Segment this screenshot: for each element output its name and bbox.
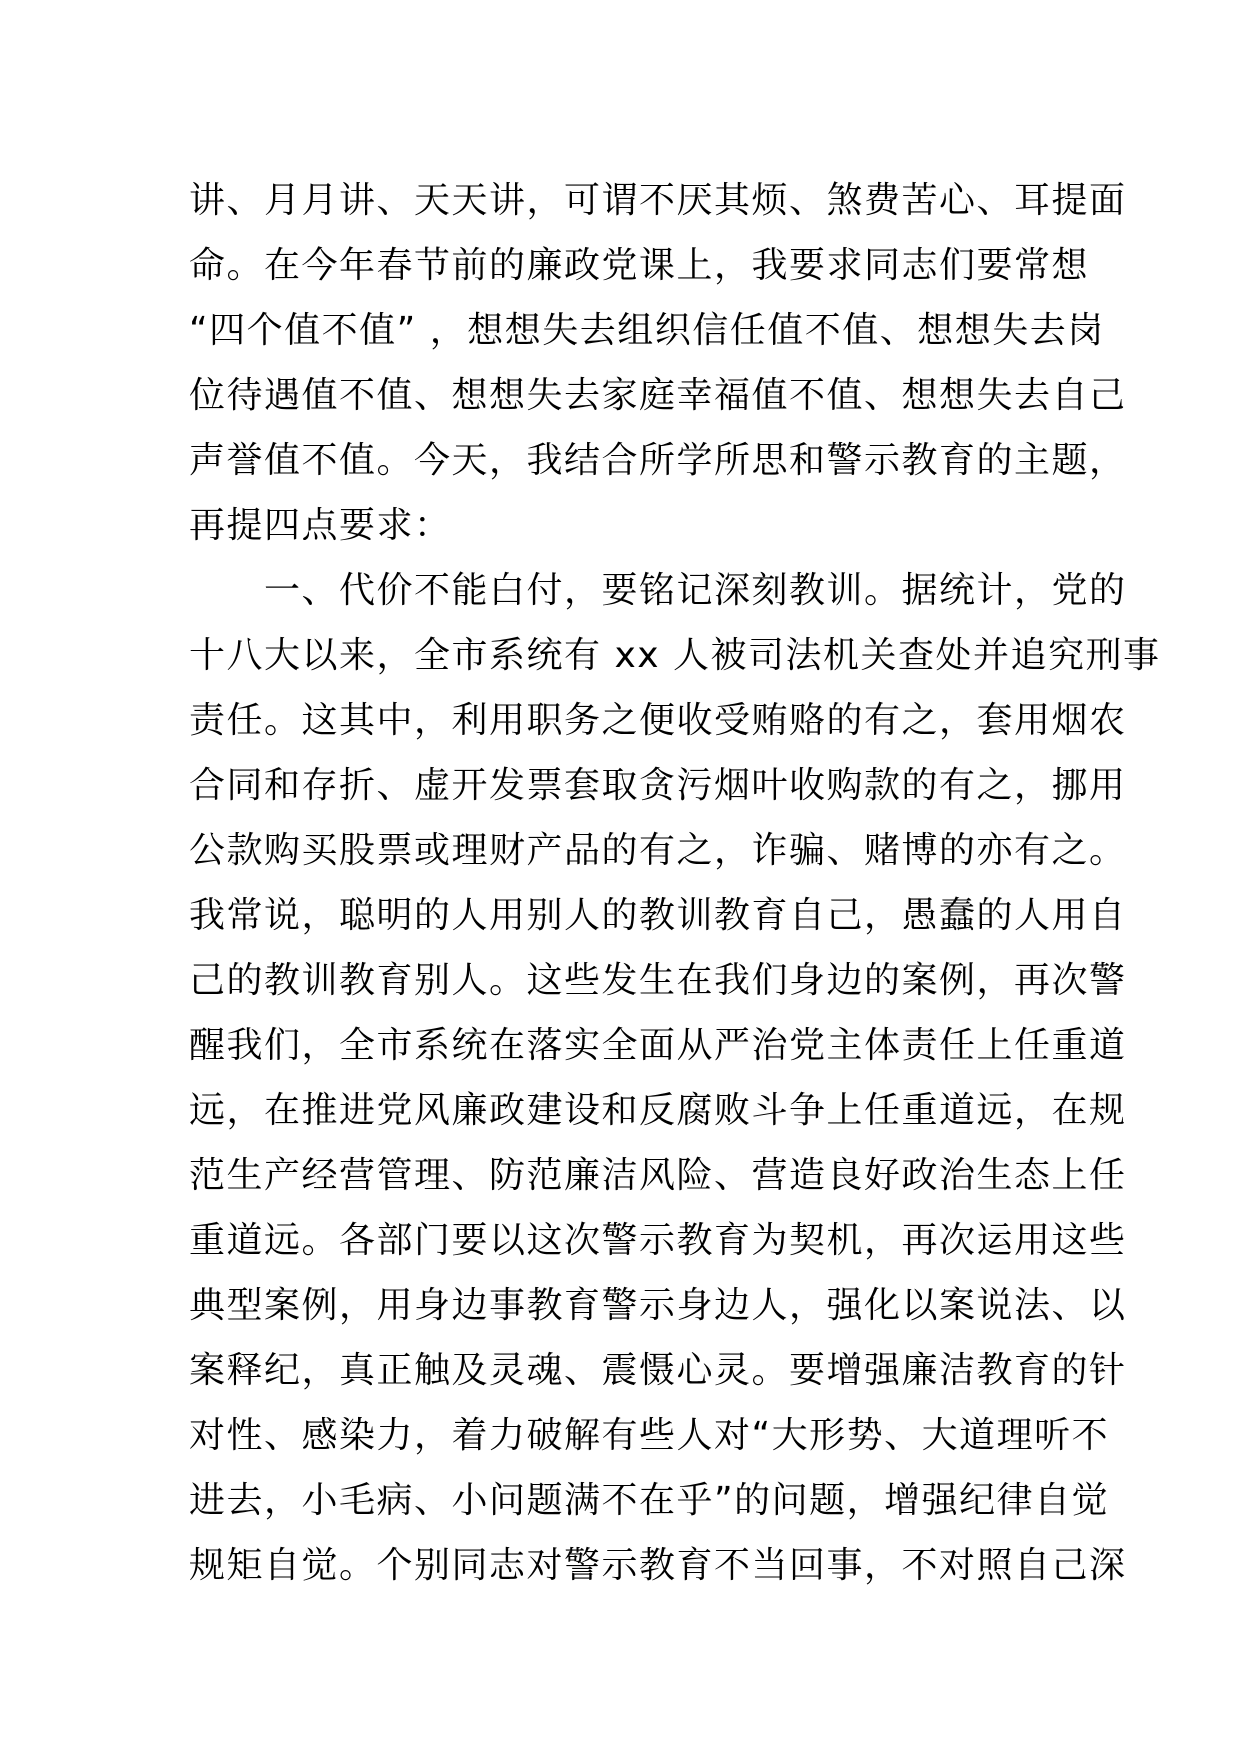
text-line: 对性、感染力，着力破解有些人对“大形势、大道理听不: [189, 1415, 1110, 1456]
text-line: 我常说，聪明的人用别人的教训教育自己，愚蠢的人用自: [189, 895, 1127, 936]
text-line: 远，在推进党风廉政建设和反腐败斗争上任重道远，在规: [189, 1090, 1127, 1131]
text-line: 位待遇值不值、想想失去家庭幸福值不值、想想失去自己: [189, 375, 1127, 416]
text-line: 公款购买股票或理财产品的有之，诈骗、赌博的亦有之。: [189, 830, 1127, 871]
text-line: 进去，小毛病、小问题满不在乎”的问题，增强纪律自觉: [189, 1480, 1110, 1521]
body-text: [189, 168, 1161, 1598]
text-line: 范生产经营管理、防范廉洁风险、营造良好政治生态上任: [189, 1155, 1127, 1196]
text-line: 己的教训教育别人。这些发生在我们身边的案例，再次警: [189, 960, 1127, 1001]
text-line: 命。在今年春节前的廉政党课上，我要求同志们要常想: [189, 245, 1090, 286]
text-line: 一、代价不能白付，要铭记深刻教训。据统计，党的: [189, 570, 1127, 611]
text-line: “四个值不值” ，想想失去组织信任值不值、想想失去岗: [189, 310, 1105, 351]
text-line: 责任。这其中，利用职务之便收受贿赂的有之，套用烟农: [189, 700, 1127, 741]
text-line: 讲、月月讲、天天讲，可谓不厌其烦、煞费苦心、耳提面: [189, 180, 1127, 221]
text-line: 合同和存折、虚开发票套取贪污烟叶收购款的有之，挪用: [189, 765, 1127, 806]
text-line: 规矩自觉。个别同志对警示教育不当回事，不对照自己深: [189, 1545, 1127, 1586]
text-line: 案释纪，真正触及灵魂、震慑心灵。要增强廉洁教育的针: [189, 1350, 1127, 1391]
text-line: 声誉值不值。今天，我结合所学所思和警示教育的主题，: [189, 440, 1127, 481]
text-line: 重道远。各部门要以这次警示教育为契机，再次运用这些: [189, 1220, 1127, 1261]
text-line: 醒我们，全市系统在落实全面从严治党主体责任上任重道: [189, 1025, 1127, 1066]
text-line: 再提四点要求：: [189, 505, 452, 546]
text-line: 十八大以来，全市系统有 xx 人被司法机关查处并追究刑事: [189, 635, 1161, 676]
text-line: 典型案例，用身边事教育警示身边人，强化以案说法、以: [189, 1285, 1127, 1326]
